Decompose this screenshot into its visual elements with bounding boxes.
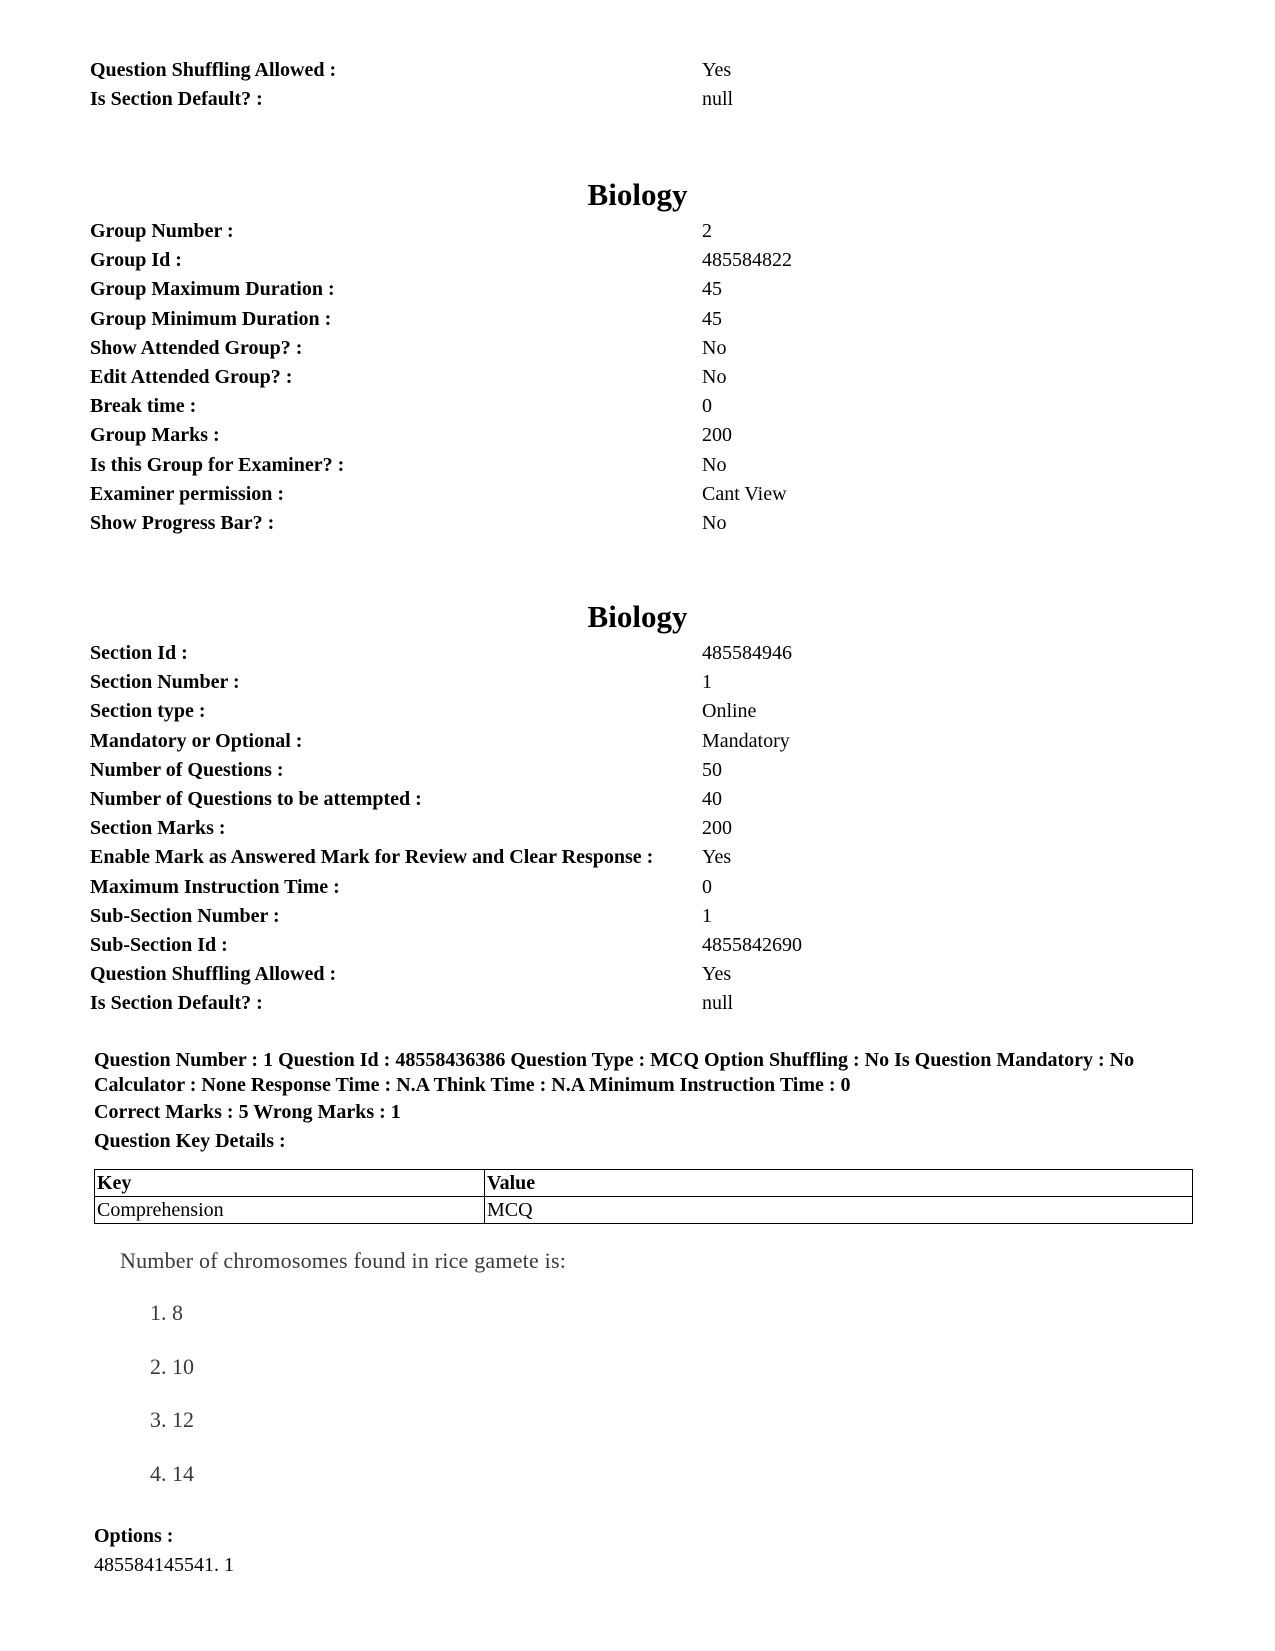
detail-value: No: [702, 336, 727, 359]
detail-row: [90, 873, 1190, 902]
detail-key: Examiner permission :: [90, 482, 285, 505]
detail-value: 0: [702, 875, 712, 898]
detail-value: 45: [702, 307, 722, 330]
detail-value: 485584822: [702, 249, 792, 272]
detail-key: Number of Questions :: [90, 758, 284, 781]
detail-value: 200: [702, 424, 732, 447]
detail-row: [90, 639, 1190, 668]
detail-key: Question Shuffling Allowed :: [90, 963, 337, 986]
question-text: Number of chromosomes found in rice gamete is:: [120, 1248, 567, 1273]
detail-key: Is this Group for Examiner? :: [90, 453, 345, 476]
section-details: [90, 639, 1190, 1018]
detail-value: Mandatory: [702, 729, 790, 752]
detail-row: [90, 217, 1190, 246]
question-choice: 3. 12: [150, 1407, 194, 1432]
detail-key: Group Marks :: [90, 424, 220, 447]
detail-key: Sub-Section Number :: [90, 904, 280, 927]
detail-row: [90, 814, 1190, 843]
table-row: [95, 1197, 1193, 1224]
detail-key: Show Progress Bar? :: [90, 511, 275, 534]
detail-key: Is Section Default? :: [90, 992, 263, 1015]
question-meta: Question Number : 1 Question Id : 48558436386 Question Type : MCQ Option Shuffling : No Is Question Mandatory : No Calculator : None Response Time : N.A Think Time : N.A Minimum Instruction Time : 0: [94, 1049, 1135, 1096]
detail-row: [90, 451, 1190, 480]
detail-row: [90, 843, 1190, 872]
detail-row: [90, 509, 1190, 538]
table-cell-key: Comprehension: [95, 1197, 485, 1224]
detail-value: 1: [702, 671, 712, 694]
detail-row: [90, 334, 1190, 363]
table-header-key: Key: [95, 1170, 485, 1197]
detail-value: Online: [702, 700, 757, 723]
table-header-row: [95, 1170, 1193, 1197]
detail-value: Yes: [702, 846, 732, 869]
detail-value: Yes: [702, 963, 732, 986]
detail-row: [90, 480, 1190, 509]
detail-key: Section Marks :: [90, 817, 226, 840]
detail-key: Is Section Default? :: [90, 88, 263, 111]
question-choice: 2. 10: [150, 1354, 194, 1379]
detail-row: [90, 421, 1190, 450]
question-marks: Correct Marks : 5 Wrong Marks : 1: [94, 1101, 401, 1123]
detail-row: [90, 56, 1190, 85]
detail-value: null: [702, 88, 734, 111]
detail-value: 40: [702, 787, 722, 810]
detail-row: [90, 363, 1190, 392]
detail-value: No: [702, 511, 727, 534]
top-section-details: [90, 56, 1190, 114]
detail-row: [90, 931, 1190, 960]
detail-value: 50: [702, 758, 722, 781]
question-choice: 4. 14: [150, 1461, 194, 1486]
detail-key: Enable Mark as Answered Mark for Review and Clear Response :: [90, 846, 654, 869]
detail-key: Number of Questions to be attempted :: [90, 787, 422, 810]
table-header-value: Value: [485, 1170, 1193, 1197]
detail-row: [90, 697, 1190, 726]
detail-value: Yes: [702, 59, 732, 81]
detail-key: Mandatory or Optional :: [90, 729, 303, 752]
options-label: Options :: [94, 1525, 174, 1547]
option-value: 485584145541. 1: [94, 1554, 234, 1576]
detail-key: Section type :: [90, 700, 206, 723]
group-heading: Biology: [587, 177, 688, 212]
detail-value: 2: [702, 220, 712, 242]
detail-row: [90, 902, 1190, 931]
detail-key: Edit Attended Group? :: [90, 365, 293, 388]
detail-key: Group Maximum Duration :: [90, 278, 335, 301]
detail-key: Sub-Section Id :: [90, 933, 228, 956]
detail-row: [90, 785, 1190, 814]
detail-key: Group Number :: [90, 220, 234, 242]
detail-key: Section Id :: [90, 642, 188, 664]
detail-value: 485584946: [702, 642, 792, 664]
detail-row: [90, 392, 1190, 421]
detail-row: [90, 246, 1190, 275]
question-image: [112, 1248, 632, 1508]
detail-row: [90, 85, 1190, 114]
detail-key: Group Minimum Duration :: [90, 307, 332, 330]
detail-row: [90, 275, 1190, 304]
detail-value: 4855842690: [702, 933, 802, 956]
table-cell-value: MCQ: [485, 1197, 1193, 1224]
detail-value: 1: [702, 904, 712, 927]
detail-value: 200: [702, 817, 732, 840]
section-heading: Biology: [587, 599, 688, 634]
detail-key: Maximum Instruction Time :: [90, 875, 340, 898]
detail-row: [90, 305, 1190, 334]
detail-key: Show Attended Group? :: [90, 336, 303, 359]
detail-value: 0: [702, 395, 712, 418]
detail-value: No: [702, 365, 727, 388]
detail-key: Break time :: [90, 395, 197, 418]
detail-row: [90, 727, 1190, 756]
detail-value: 45: [702, 278, 722, 301]
question-key-details-label: Question Key Details :: [94, 1130, 286, 1152]
detail-row: [90, 960, 1190, 989]
detail-key: Group Id :: [90, 249, 182, 272]
group-details: [90, 217, 1190, 538]
question-key-table: [94, 1169, 1193, 1224]
question-choice: 1. 8: [150, 1300, 183, 1325]
detail-value: Cant View: [702, 482, 787, 505]
detail-key: Question Shuffling Allowed :: [90, 59, 337, 81]
detail-value: null: [702, 992, 734, 1015]
detail-row: [90, 989, 1190, 1018]
detail-row: [90, 668, 1190, 697]
detail-value: No: [702, 453, 727, 476]
detail-row: [90, 756, 1190, 785]
detail-key: Section Number :: [90, 671, 240, 694]
